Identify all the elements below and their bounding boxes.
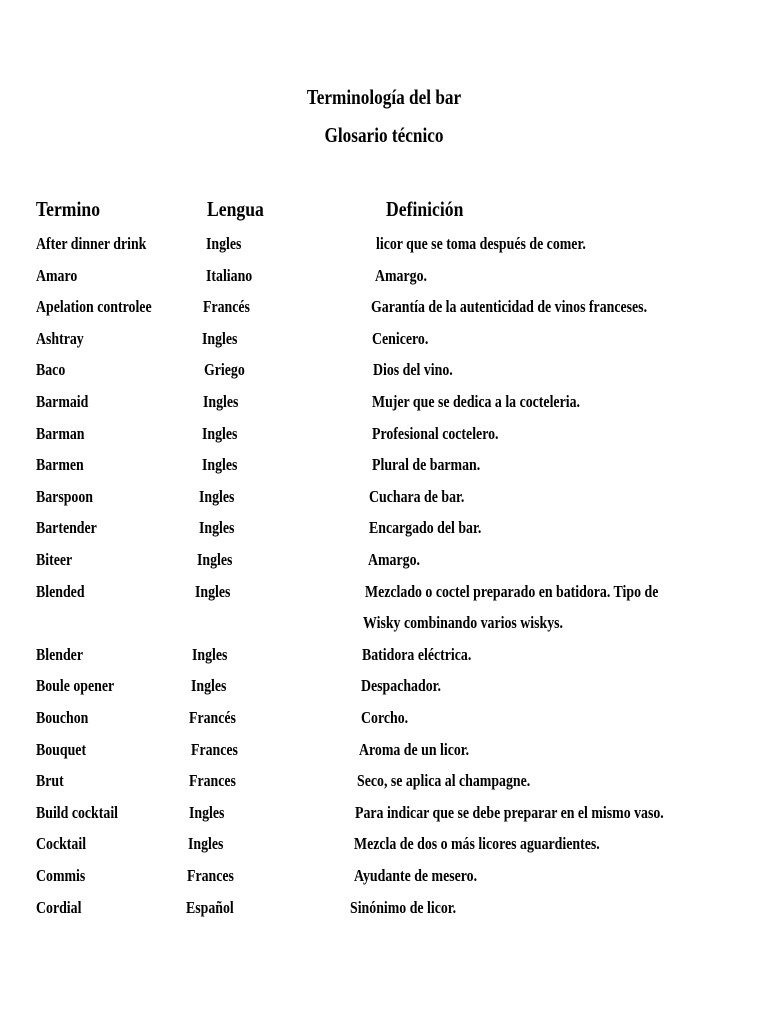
column-header-term: Termino (36, 197, 101, 221)
glossary-definition: Profesional coctelero. (372, 423, 499, 443)
glossary-language: Ingles (189, 802, 225, 822)
glossary-language: Ingles (191, 676, 227, 696)
glossary-definition: Garantía de la autenticidad de vinos franceses. (371, 297, 648, 317)
glossary-row (0, 866, 768, 896)
glossary-language: Francés (203, 297, 250, 317)
glossary-row (0, 834, 768, 864)
page-subtitle: Glosario técnico (324, 123, 444, 147)
glossary-term: Boule opener (36, 676, 115, 696)
glossary-definition: Cuchara de bar. (369, 486, 465, 506)
glossary-definition: licor que se toma después de comer. (376, 234, 586, 253)
glossary-definition: Encargado del bar. (369, 518, 482, 538)
glossary-row (0, 360, 768, 390)
glossary-language: Griego (204, 360, 245, 380)
glossary-language: Frances (187, 866, 234, 885)
glossary-term: Blender (36, 644, 83, 664)
column-header-language: Lengua (207, 197, 264, 221)
glossary-row (0, 234, 768, 264)
page-title: Terminología del bar (306, 85, 462, 109)
glossary-language: Frances (189, 771, 236, 791)
glossary-row (0, 645, 768, 675)
glossary-language: Ingles (188, 834, 224, 854)
glossary-term: Cordial (36, 897, 82, 917)
glossary-term: Baco (36, 360, 66, 380)
glossary-definition: Cenicero. (372, 328, 429, 348)
glossary-term: After dinner drink (36, 234, 147, 253)
glossary-term: Brut (36, 771, 64, 791)
glossary-header-row (0, 197, 768, 227)
glossary-language: Ingles (192, 644, 228, 664)
glossary-row (0, 329, 768, 359)
glossary-row (0, 676, 768, 706)
glossary-term: Apelation controlee (36, 297, 152, 317)
glossary-term: Bartender (36, 518, 97, 538)
glossary-row (0, 582, 768, 612)
glossary-language: Ingles (206, 234, 242, 253)
glossary-row (0, 266, 768, 296)
glossary-language: Frances (191, 739, 238, 759)
glossary-language: Ingles (202, 423, 238, 443)
glossary-definition: Aroma de un licor. (359, 739, 470, 759)
glossary-definition: Sinónimo de licor. (350, 897, 457, 917)
glossary-language: Ingles (199, 486, 235, 506)
glossary-term: Barmen (36, 455, 84, 475)
glossary-term: Cocktail (36, 834, 87, 854)
glossary-row (0, 424, 768, 454)
glossary-definition: Corcho. (361, 708, 409, 727)
glossary-term: Barman (36, 423, 85, 443)
glossary-language: Italiano (206, 265, 253, 285)
glossary-language: Español (186, 897, 234, 917)
glossary-row (0, 297, 768, 327)
glossary-definition: Plural de barman. (372, 455, 481, 475)
glossary-definition: Dios del vino. (373, 360, 453, 380)
glossary-term: Build cocktail (36, 802, 119, 822)
glossary-row (0, 392, 768, 422)
glossary-term: Ashtray (36, 328, 84, 348)
glossary-definition: Mujer que se dedica a la cocteleria. (372, 392, 580, 411)
glossary-definition: Amargo. (375, 265, 427, 285)
glossary-row (0, 740, 768, 770)
glossary-definition: Mezclado o coctel preparado en batidora. Tipo de (365, 581, 659, 601)
glossary-language: Francés (189, 708, 236, 727)
glossary-term: Bouquet (36, 739, 87, 759)
glossary-term: Amaro (36, 265, 78, 285)
glossary-definition: Ayudante de mesero. (354, 866, 478, 885)
glossary-language: Ingles (197, 550, 233, 569)
glossary-definition: Para indicar que se debe preparar en el mismo vaso. (355, 802, 664, 822)
glossary-definition: Seco, se aplica al champagne. (357, 771, 531, 791)
glossary-language: Ingles (195, 581, 231, 601)
glossary-language: Ingles (199, 518, 235, 538)
glossary-language: Ingles (202, 455, 238, 475)
column-header-definition: Definición (386, 197, 464, 221)
glossary-row (0, 708, 768, 738)
glossary-row (0, 455, 768, 485)
glossary-definition: Wisky combinando varios wiskys. (363, 613, 563, 633)
glossary-term: Bouchon (36, 708, 89, 727)
glossary-row (0, 898, 768, 928)
glossary-definition: Despachador. (361, 676, 441, 696)
glossary-definition: Mezcla de dos o más licores aguardientes. (354, 834, 600, 854)
glossary-term: Barspoon (36, 486, 94, 506)
glossary-row (0, 771, 768, 801)
glossary-term: Barmaid (36, 392, 89, 411)
glossary-term: Commis (36, 866, 86, 885)
glossary-language: Ingles (202, 328, 238, 348)
glossary-definition: Batidora eléctrica. (362, 644, 472, 664)
glossary-language: Ingles (203, 392, 239, 411)
glossary-definition: Amargo. (368, 550, 420, 569)
glossary-term: Blended (36, 581, 85, 601)
glossary-term: Biteer (36, 550, 73, 569)
glossary-row (0, 613, 768, 643)
glossary-row (0, 550, 768, 580)
glossary-row (0, 803, 768, 833)
glossary-row (0, 487, 768, 517)
glossary-row (0, 518, 768, 548)
